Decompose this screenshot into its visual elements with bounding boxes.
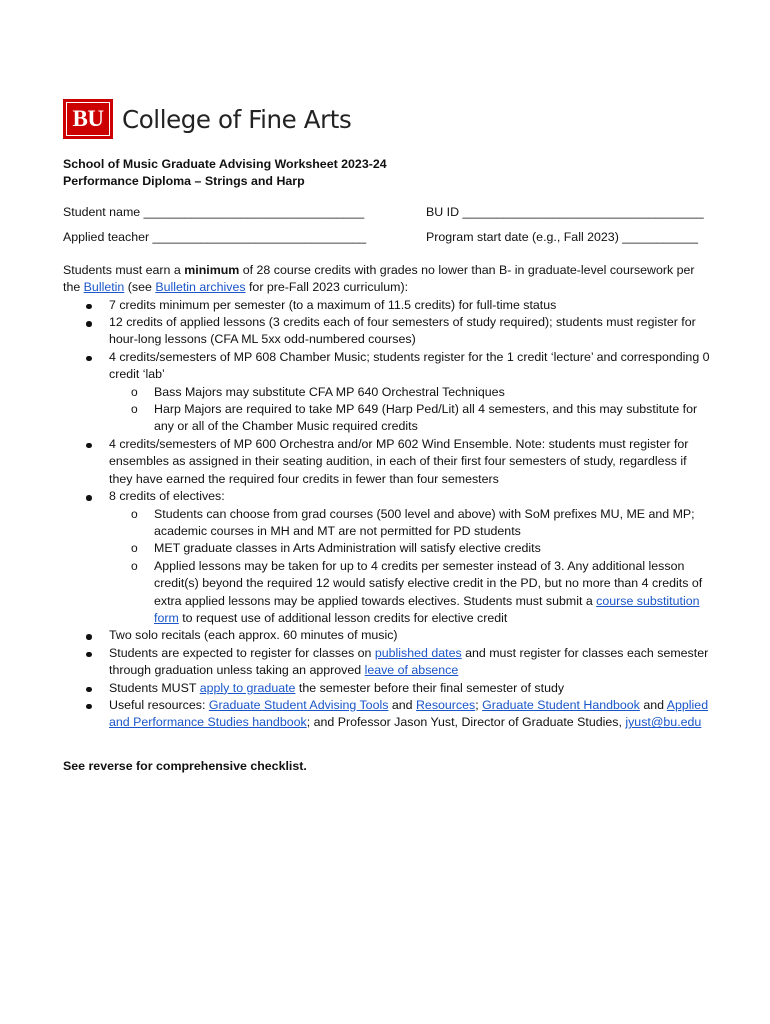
advising-tools-link[interactable]: Graduate Student Advising Tools [208,697,389,712]
document-body [63,156,713,775]
item-resources-text-b: ; and Professor Jason Yust, Director of Graduate Studies, [306,715,626,730]
bullet-icon [86,443,92,449]
item-graduate-text-b: the semester before their final semester of study [295,680,565,695]
course-substitution-form-link[interactable]: course substitution form [154,593,700,625]
worksheet-title: School of Music Graduate Advising Worksheet 2023-24 [63,157,387,171]
list-item [63,297,713,314]
item-electives-sub3-text-a: Applied lessons may be taken for up to 4 credits per semester instead of 3. Any additional lesson credit(s) beyond the required 12 would satisfy elective credit in the PD, but no more than 4 credits of extra applied lessons may be applied towards electives. Students must submit a [154,558,703,608]
bu-logo-text: BU [66,102,110,136]
student-name-field[interactable]: Student name ________________________________ [63,204,365,219]
bulletin-archives-link[interactable]: Bulletin archives [155,280,246,295]
worksheet-subtitle: Performance Diploma – Strings and Harp [63,174,305,189]
item-orchestra: 4 credits/semesters of MP 600 Orchestra and/or MP 602 Wind Ensemble. Note: students must register for ensembles as assigned in their seating audition, in each of their first four semesters of study, regardless if they have earned the required four credits in fewer than four semesters [109,436,689,486]
sub-list-item [109,384,713,401]
published-dates-link[interactable]: published dates [374,645,462,660]
reverse-note: See reverse for comprehensive checklist. [63,758,307,773]
item-electives: 8 credits of electives: [109,489,225,504]
item-resources-text-a: Useful resources: [109,697,209,712]
item-electives-sub1: Students can choose from grad courses (500 level and above) with SoM prefixes MU, ME and MP; academic courses in MH and MT are not permitted for PD students [154,506,695,538]
bullet-icon [86,652,92,658]
bullet-icon [86,634,92,640]
bullet-icon [86,495,92,501]
list-item [63,627,713,644]
item-resources-sep: ; [475,697,483,712]
circle-bullet-icon: o [131,558,138,573]
item-register-text-a: Students are expected to register for classes on [109,645,375,660]
apply-to-graduate-link[interactable]: apply to graduate [199,680,296,695]
bulletin-link[interactable]: Bulletin [83,280,125,295]
student-info-fields [63,200,713,250]
item-electives-sub3-text-b: to request use of additional lesson credits for elective credit [178,610,508,625]
bu-logo-mark [63,99,113,139]
item-register-text-b: and must register for classes each semester through graduation unless taking an approved [109,645,709,678]
list-item [63,697,713,732]
program-start-field[interactable]: Program start date (e.g., Fall 2023) ___________ [426,229,699,244]
item-recitals: Two solo recitals (each approx. 60 minutes of music) [109,628,398,643]
field-row-1 [63,200,713,225]
chamber-sublist [109,384,713,436]
list-item [63,314,713,349]
sub-list-item [109,558,713,628]
item-resources-and-2: and [639,697,667,712]
header-logo [63,99,351,139]
bullet-icon [86,321,92,327]
intro-text-1: Students must earn a [63,262,185,277]
circle-bullet-icon: o [131,541,138,556]
item-credits-min: 7 credits minimum per semester (to a maximum of 11.5 credits) for full-time status [109,297,557,312]
graduate-handbook-link[interactable]: Graduate Student Handbook [482,697,640,712]
circle-bullet-icon: o [131,384,138,399]
sub-list-item [109,401,713,436]
bullet-icon [86,687,92,693]
list-item [63,488,713,627]
item-electives-sub2: MET graduate classes in Arts Administration will satisfy elective credits [154,541,541,556]
intro-text-2: of 28 course credits with grades no lower than B- in graduate-level coursework per the [63,262,695,295]
intro-bold: minimum [184,262,240,277]
intro-paragraph [63,262,713,297]
item-chamber: 4 credits/semesters of MP 608 Chamber Music; students register for the 1 credit ‘lecture’ and corresponding 0 credit ‘lab’ [109,349,710,382]
requirements-list [63,297,713,732]
list-item [63,680,713,697]
list-item [63,645,713,680]
email-link[interactable]: jyust@bu.edu [625,715,702,730]
item-graduate-text-a: Students MUST [109,680,200,695]
college-name: College of Fine Arts [122,104,352,134]
item-resources-and-1: and [388,697,416,712]
item-chamber-sub1: Bass Majors may substitute CFA MP 640 Orchestral Techniques [154,384,505,399]
intro-text-3: (see [124,280,156,295]
leave-of-absence-link[interactable]: leave of absence [364,663,459,678]
electives-sublist [109,506,713,628]
item-chamber-sub2: Harp Majors are required to take MP 649 (Harp Ped/Lit) all 4 semesters, and this may substitute for any or all of the Chamber Music required credits [154,402,698,434]
performance-handbook-link[interactable]: Applied and Performance Studies handbook [109,697,709,730]
resources-link[interactable]: Resources [415,697,476,712]
bullet-icon [86,304,92,310]
bullet-icon [86,704,92,710]
intro-text-4: for pre-Fall 2023 curriculum): [245,280,409,295]
bu-id-field[interactable]: BU ID ___________________________________ [426,204,704,219]
sub-list-item [109,540,713,557]
list-item [63,436,713,488]
applied-teacher-field[interactable]: Applied teacher _______________________________ [63,229,367,244]
item-applied-lessons: 12 credits of applied lessons (3 credits each of four semesters of study required); students must register for hour-long lessons (CFA ML 5xx odd-numbered courses) [109,315,696,347]
circle-bullet-icon: o [131,402,138,417]
field-row-2 [63,225,713,250]
bullet-icon [86,356,92,362]
sub-list-item [109,506,713,541]
list-item [63,349,713,436]
circle-bullet-icon: o [131,506,138,521]
